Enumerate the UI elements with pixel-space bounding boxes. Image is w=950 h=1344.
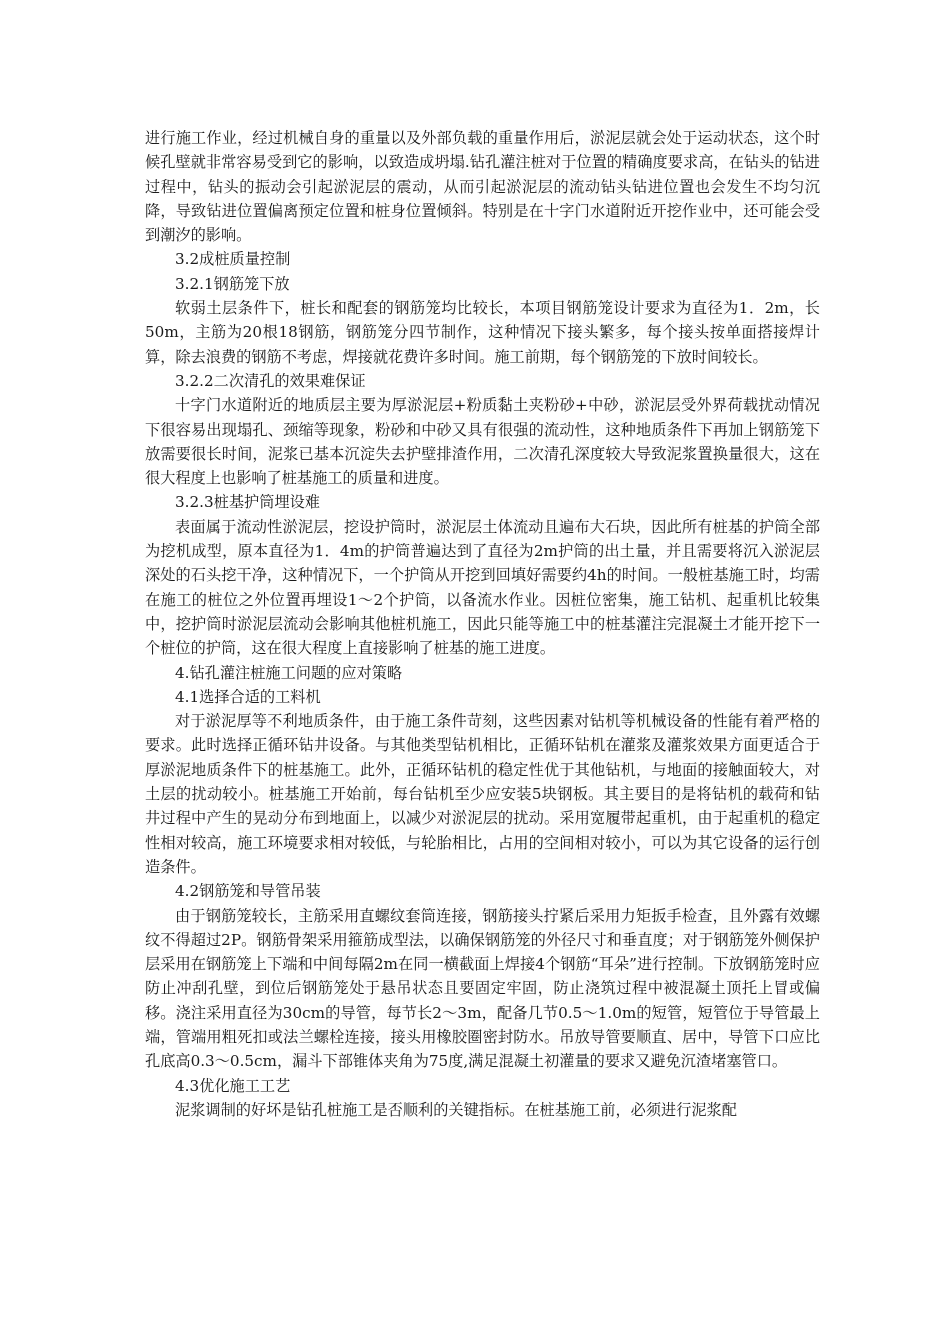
paragraph-second-cleaning: 十字门水道附近的地质层主要为厚淤泥层+粉质黏土夹粉砂+中砂，淤泥层受外界荷载扰动情况下很容易出现塌孔、颈缩等现象，粉砂和中砂又具有很强的流动性，这种地质条件下再加上钢筋笼下放需要很长时间，泥浆已基本沉淀失去护壁排渣作用，二次清孔深度较大导致泥浆置换量很大，这在很大程度上也影响了桩基施工的质量和进度。 bbox=[145, 396, 820, 488]
paragraph-rebar-cage: 软弱土层条件下，桩长和配套的钢筋笼均比较长，本项目钢筋笼设计要求为直径为1．2m，长50m，主筋为20根18钢筋，钢筋笼分四节制作，这种情况下接头繁多，每个接头按单面搭接焊计算，除去浪费的钢筋不考虑，焊接就花费许多时间。施工前期，每个钢筋笼的下放时间较长。 bbox=[145, 299, 820, 366]
heading-3-2-2: 3.2.2二次清孔的效果难保证 bbox=[175, 371, 366, 390]
heading-4: 4.钻孔灌注桩施工问题的应对策略 bbox=[175, 663, 403, 682]
heading-3-2-3: 3.2.3桩基护筒埋设难 bbox=[175, 493, 320, 512]
heading-4-1: 4.1选择合适的工料机 bbox=[175, 687, 321, 706]
heading-3-2-1: 3.2.1钢筋笼下放 bbox=[175, 274, 290, 293]
paragraph-casing: 表面属于流动性淤泥层，挖设护筒时，淤泥层土体流动且遍布大石块，因此所有桩基的护筒全部为挖机成型，原本直径为1．4m的护筒普遍达到了直径为2m护筒的出土量，并且需要将沉入淤泥层深处的石头挖干净，这种情况下，一个护筒从开挖到回填好需要约4h的时间。一般桩基施工时，均需在施工的桩位之外位置再埋设1～2个护筒，以备流水作业。因桩位密集，施工钻机、起重机比较集中，挖护筒时淤泥层流动会影响其他桩机施工，因此只能等施工中的桩基灌注完混凝土才能开挖下一个桩位的护筒，这在很大程度上直接影响了桩基的施工进度。 bbox=[145, 517, 820, 658]
paragraph-equipment: 对于淤泥厚等不利地质条件，由于施工条件苛刻，这些因素对钻机等机械设备的性能有着严格的要求。此时选择正循环钻井设备。与其他类型钻机相比，正循环钻机在灌浆及灌浆效果方面更适合于厚淤泥地质条件下的桩基施工。此外，正循环钻机的稳定性优于其他钻机，与地面的接触面较大，对土层的扰动较小。桩基施工开始前，每台钻机至少应安装5块钢板。其主要目的是将钻机的载荷和钻井过程中产生的晃动分布到地面上，以减少对淤泥层的扰动。采用宽履带起重机，由于起重机的稳定性相对较高，施工环境要求相对较低，与轮胎相比，占用的空间相对较小，可以为其它设备的运行创造条件。 bbox=[145, 712, 820, 876]
heading-3-2: 3.2成桩质量控制 bbox=[175, 250, 291, 269]
document-page bbox=[145, 126, 820, 1122]
paragraph-hoisting: 由于钢筋笼较长，主筋采用直螺纹套筒连接，钢筋接头拧紧后采用力矩扳手检查，且外露有效螺纹不得超过2P。钢筋骨架采用箍筋成型法，以确保钢筋笼的外径尺寸和垂直度；对于钢筋笼外侧保护层采用在钢筋笼上下端和中间每隔2m在同一横截面上焊接4个钢筋“耳朵”进行控制。下放钢筋笼时应防止冲刮孔壁，到位后钢筋笼处于悬吊状态且要固定牢固，防止浇筑过程中被混凝土顶托上冒或偏移。浇注采用直径为30cm的导管，每节长2～3m，配备几节0.5～1.0m的短管，短管位于导管最上端，管端用粗死扣或法兰螺栓连接，接头用橡胶圈密封防水。吊放导管要顺直、居中，导管下口应比孔底高0.3～0.5cm，漏斗下部锥体夹角为75度,满足混凝土初灌量的要求又避免沉渣堵塞管口。 bbox=[145, 906, 820, 1071]
heading-4-3: 4.3优化施工工艺 bbox=[175, 1076, 291, 1095]
paragraph-collapse-causes: 进行施工作业，经过机械自身的重量以及外部负载的重量作用后，淤泥层就会处于运动状态，这个时候孔壁就非常容易受到它的影响，以致造成坍塌.钻孔灌注桩对于位置的精确度要求高，在钻头的钻进过程中，钻头的振动会引起淤泥层的震动，从而引起淤泥层的流动钻头钻进位置也会发生不均匀沉降，导致钻进位置偏离预定位置和桩身位置倾斜。特别是在十字门水道附近开挖作业中，还可能会受到潮汐的影响。 bbox=[145, 129, 820, 245]
paragraph-process: 泥浆调制的好坏是钻孔桩施工是否顺利的关键指标。在桩基施工前，必须进行泥浆配 bbox=[175, 1100, 737, 1119]
heading-4-2: 4.2钢筋笼和导管吊装 bbox=[175, 882, 321, 901]
